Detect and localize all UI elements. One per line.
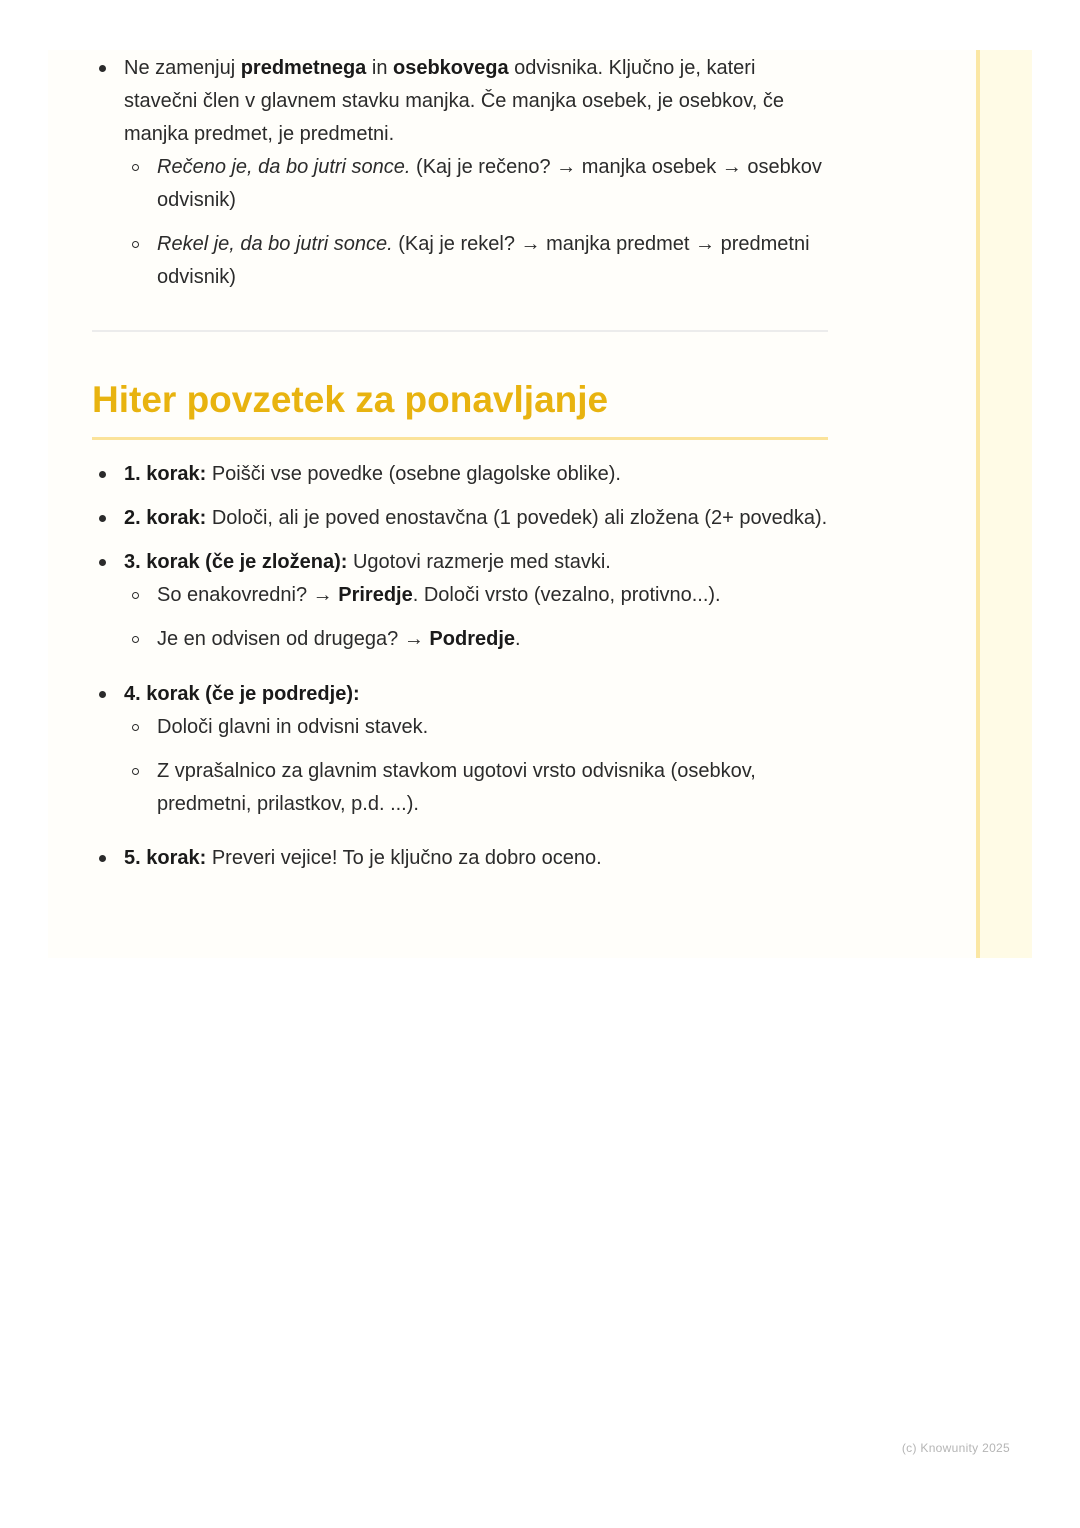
- sub-bullet-icon: [132, 241, 139, 248]
- sub-item-vprasalnica: Z vprašalnico za glavnim stavkom ugotovi vrsto odvisnika (osebkov, predmetni, prilastkov, p.d. ...).: [92, 755, 828, 821]
- sub-bullet-icon: [132, 164, 139, 171]
- section-heading: Hiter povzetek za ponavljanje: [92, 379, 609, 420]
- document-content: [92, 52, 828, 875]
- heading-underline: [92, 437, 828, 440]
- bullet-icon: [99, 515, 106, 522]
- list-item-tip: Ne zamenjuj predmetnega in osebkovega odvisnika. Ključno je, kateri stavečni člen v glavnem stavku manjka. Če manjka osebek, je osebkov, če manjka predmet, je predmetni.: [92, 52, 828, 151]
- list-item-step-1: 1. korak: Poišči vse povedke (osebne glagolske oblike).: [92, 458, 828, 491]
- list-item-step-4: 4. korak (če je podredje):: [92, 678, 828, 711]
- list-item-step-2: 2. korak: Določi, ali je poved enostavčna (1 povedek) ali zložena (2+ povedka).: [92, 502, 828, 535]
- sub-item-glavni-odvisni: Določi glavni in odvisni stavek.: [92, 711, 828, 744]
- sub-bullet-icon: [132, 592, 139, 599]
- sub-item-podredje: Je en odvisen od drugega? → Podredje.: [92, 623, 828, 656]
- divider: [92, 330, 828, 332]
- bullet-icon: [99, 65, 106, 72]
- list-item-step-3: 3. korak (če je zložena): Ugotovi razmerje med stavki.: [92, 546, 828, 579]
- bullet-icon: [99, 471, 106, 478]
- sub-item-example-2: Rekel je, da bo jutri sonce. (Kaj je rekel? → manjka predmet → predmetni odvisnik): [92, 228, 828, 294]
- bullet-icon: [99, 691, 106, 698]
- side-panel: [976, 50, 1032, 958]
- sub-item-example-1: Rečeno je, da bo jutri sonce. (Kaj je rečeno? → manjka osebek → osebkov odvisnik): [92, 151, 828, 217]
- sub-bullet-icon: [132, 636, 139, 643]
- list-item-step-5: 5. korak: Preveri vejice! To je ključno za dobro oceno.: [92, 842, 828, 875]
- bullet-icon: [99, 559, 106, 566]
- sub-bullet-icon: [132, 768, 139, 775]
- sub-item-priredje: So enakovredni? → Priredje. Določi vrsto (vezalno, protivno...).: [92, 579, 828, 612]
- copyright-footer: (c) Knowunity 2025: [901, 1441, 1010, 1455]
- sub-bullet-icon: [132, 724, 139, 731]
- bullet-icon: [99, 855, 106, 862]
